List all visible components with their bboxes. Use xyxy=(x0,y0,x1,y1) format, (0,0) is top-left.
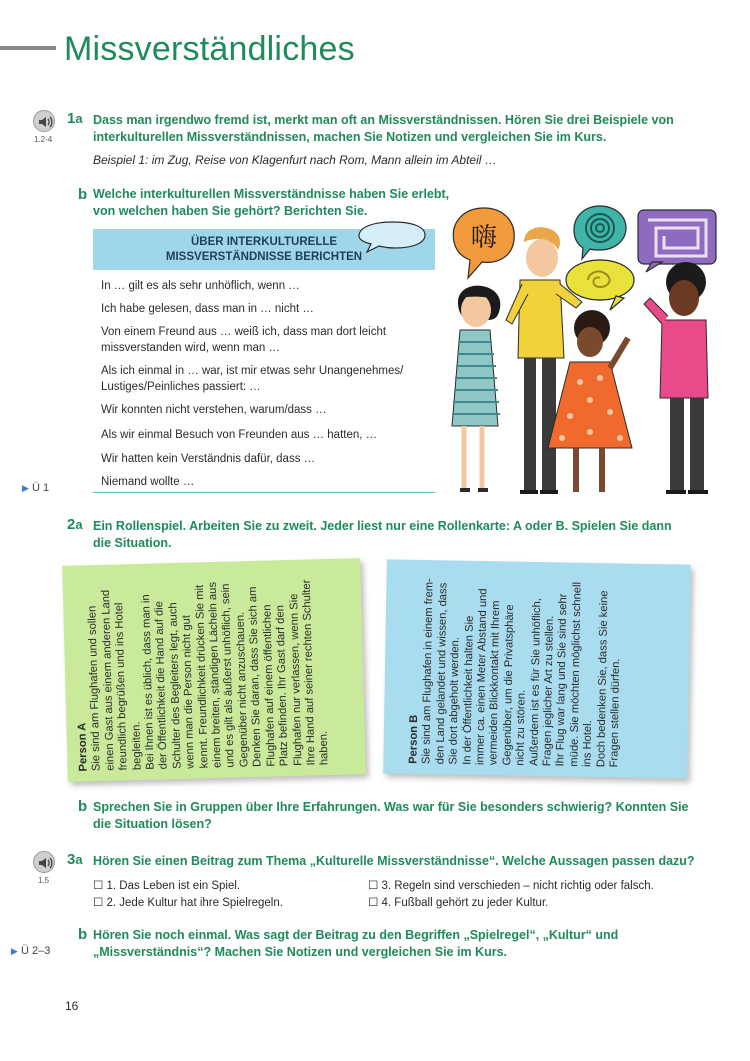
page-number: 16 xyxy=(65,999,79,1013)
instruction-line: Welche interkulturellen Missverständnisse haben Sie erlebt, xyxy=(93,187,450,201)
role-card-line: einem breiten, ständigen Lächeln aus xyxy=(206,581,224,769)
exercise-number xyxy=(67,851,83,868)
page-title: Missverständliches xyxy=(64,30,355,68)
role-card-line: Doch bedenken Sie, dass Sie keine xyxy=(594,590,611,768)
workbook-reference xyxy=(11,945,50,957)
exercise-number-digit: 2 xyxy=(67,516,76,533)
phrase-item: Ich habe gelesen, dass man in … nicht … xyxy=(101,303,314,315)
role-card-line: ins Hotel. xyxy=(581,720,595,768)
reference-arrow-icon: ▶ xyxy=(22,483,29,493)
role-card-line: Gegenüber nicht anzuschauen. xyxy=(234,611,251,768)
role-card-title: Person B xyxy=(407,714,421,764)
instruction-line: Dass man irgendwo fremd ist, merkt man oft an Missverständnissen. Hören Sie drei Beispiele von xyxy=(93,113,674,127)
answer-option-checkbox[interactable]: ☐ 3. Regeln sind verschieden – nicht richtig oder falsch. xyxy=(368,880,654,892)
role-card-a xyxy=(62,558,366,782)
phrase-box-heading-line: ÜBER INTERKULTURELLE xyxy=(190,236,338,248)
instruction-line: die Situation. xyxy=(93,536,172,550)
chinese-speech-bubble-icon xyxy=(453,208,514,278)
role-card-line: Schulter des Begleiters legt, auch xyxy=(167,602,184,770)
role-card-line: Ihre Hand auf seiner rechten Schulter xyxy=(300,579,318,766)
workbook-reference xyxy=(22,482,49,494)
role-card-line: und es gilt als äußerst unhöflich, sein xyxy=(220,583,238,768)
role-card-line: Ihr Flug war lang und Sie sind sehr xyxy=(554,593,570,767)
instruction-line: interkulturellen Missverständnissen, machen Sie Notizen und vergleichen Sie im Kurs. xyxy=(93,130,607,144)
role-card-line: Denken Sie daran, dass Sie sich am xyxy=(247,586,264,768)
exercise-2a-instruction xyxy=(93,518,672,552)
phrase-item: Lustiges/Peinliches passiert: … xyxy=(101,381,261,393)
role-card-line: haben. xyxy=(317,730,331,766)
answer-option-checkbox[interactable]: ☐ 1. Das Leben ist ein Spiel. xyxy=(93,880,241,892)
instruction-line: die Situation lösen? xyxy=(93,817,212,831)
exercise-number-digit: 3 xyxy=(67,851,76,868)
audio-speaker-icon[interactable] xyxy=(33,851,55,873)
role-card-b xyxy=(383,559,691,778)
exercise-number xyxy=(67,516,83,533)
workbook-reference-label: Ü 1 xyxy=(31,482,50,494)
audio-track-number: 1.2-4 xyxy=(34,135,53,144)
role-card-line: vermeiden Blickkontakt mit Ihrem xyxy=(487,600,503,766)
square-maze-bubble-icon xyxy=(638,210,716,272)
person-pink-shirt xyxy=(644,262,708,492)
role-card-line: Sie sind am Flughafen in einem frem- xyxy=(420,578,436,765)
instruction-line: Sprechen Sie in Gruppen über Ihre Erfahrungen. Was war für Sie besonders schwierig? Konnten Sie xyxy=(93,800,689,814)
exercise-2b-instruction xyxy=(93,799,689,833)
role-card-line: Platz befinden. Ihr Gast darf den xyxy=(274,605,291,767)
phrase-item: Als wir einmal Besuch von Freunden aus … hatten, … xyxy=(101,429,378,441)
role-card-line: nicht zu stören. xyxy=(514,689,528,766)
title-rule xyxy=(0,46,56,50)
exercise-3a-instruction: Hören Sie einen Beitrag zum Thema „Kulturelle Missverständnisse“. Welche Aussagen passen dazu? xyxy=(93,854,695,868)
answer-option-checkbox[interactable]: ☐ 2. Jede Kultur hat ihre Spielregeln. xyxy=(93,897,283,909)
role-card-line: Bei Ihnen ist es üblich, dass man in xyxy=(140,594,157,770)
phrase-item: Niemand wollte … xyxy=(101,476,195,488)
audio-track-number: 1.5 xyxy=(38,876,50,885)
role-card-line: Sie dort abgeholt werden. xyxy=(447,636,462,765)
role-card-line: Außerdem ist es für Sie unhöflich, xyxy=(527,597,543,767)
phrase-item: Als ich einmal in … war, ist mir etwas sehr Unangenehmes/ xyxy=(101,365,404,377)
role-card-a-text xyxy=(72,569,332,772)
exercise-letter: a xyxy=(75,517,83,532)
exercise-letter: b xyxy=(78,926,88,943)
workbook-reference-label: Ü 2–3 xyxy=(20,945,51,957)
example-line: Beispiel 1: im Zug, Reise von Klagenfurt nach Rom, Mann allein im Abteil … xyxy=(93,153,497,167)
phrase-box-underline xyxy=(93,492,435,493)
exercise-letter: a xyxy=(75,111,83,126)
answer-option-checkbox[interactable]: ☐ 4. Fußball gehört zu jeder Kultur. xyxy=(368,897,549,909)
exercise-1b-instruction xyxy=(93,186,449,220)
exercise-letter: a xyxy=(75,852,83,867)
role-card-line: Flughafen nur verlassen, wenn Sie xyxy=(287,593,305,766)
role-card-line: begleiten. xyxy=(129,721,144,771)
role-card-line: einen Gast aus einem anderen Land xyxy=(99,589,117,771)
role-card-line: In der Öffentlichkeit halten Sie xyxy=(460,615,476,765)
role-card-title: Person A xyxy=(76,722,90,772)
role-card-line: immer ca. einen Meter Abstand und xyxy=(474,588,490,766)
role-card-line: Flughafen auf einem öffentlichen xyxy=(260,604,278,767)
exercise-3b-instruction xyxy=(93,927,618,961)
role-card-line: Sie sind am Flughafen und sollen xyxy=(86,605,104,772)
role-card-line: Gegenüber, um die Privatsphäre xyxy=(501,604,516,766)
phrase-item: In … gilt es als sehr unhöflich, wenn … xyxy=(101,280,300,292)
phrase-box-heading-line: MISSVERSTÄNDNISSE BERICHTEN xyxy=(165,251,363,263)
role-card-line: der Öffentlichkeit die Hand auf die xyxy=(153,600,171,770)
role-card-line: freundlich begrüßen und ins Hotel xyxy=(113,602,130,771)
exercise-number xyxy=(67,110,83,127)
exercise-letter: b xyxy=(78,186,88,203)
role-card-line: Fragen stellen dürfen. xyxy=(608,658,623,768)
role-card-line: den Land gelandet und wissen, dass xyxy=(434,582,450,765)
round-maze-bubble-icon xyxy=(574,206,626,259)
instruction-line: Hören Sie noch einmal. Was sagt der Beitrag zu den Begriffen „Spielregel“, „Kultur“ und xyxy=(93,928,619,942)
role-card-line: kennt. Freundlichkeit drücken Sie mit xyxy=(193,584,211,769)
audio-speaker-icon[interactable] xyxy=(33,110,55,132)
phrase-item: Wir konnten nicht verstehen, warum/dass … xyxy=(101,404,327,416)
instruction-line: von welchen haben Sie gehört? Berichten Sie. xyxy=(93,204,368,218)
exercise-1a-instruction xyxy=(93,112,674,146)
exercise-number-digit: 1 xyxy=(67,110,76,127)
role-card-b-text xyxy=(407,570,625,768)
reference-arrow-icon: ▶ xyxy=(11,946,18,956)
phrase-item: missverstanden wird, wenn man … xyxy=(101,342,280,354)
phrase-item: Von einem Freund aus … weiß ich, dass man dort leicht xyxy=(101,326,387,338)
role-card-line: müde. Sie möchten möglichst schnell xyxy=(568,581,584,767)
person-striped-dress xyxy=(452,286,500,490)
speech-bubble-icon xyxy=(345,218,435,254)
person-yellow-sweater xyxy=(506,227,582,492)
exercise-letter: b xyxy=(78,798,88,815)
speech-bubble-glyph: 嗨 xyxy=(470,223,498,253)
instruction-line: „Missverständnis“? Machen Sie Notizen und vergleichen Sie im Kurs. xyxy=(93,945,507,959)
people-illustration xyxy=(440,202,725,497)
role-card-line: Fragen jeglicher Art zu stellen. xyxy=(541,615,556,767)
phrase-item: Wir hatten kein Verständnis dafür, dass … xyxy=(101,453,316,465)
instruction-line: Ein Rollenspiel. Arbeiten Sie zu zweit. Jeder liest nur eine Rollenkarte: A oder B. Spielen Sie dann xyxy=(93,519,672,533)
role-card-line: wenn man die Person nicht gut xyxy=(180,614,197,769)
